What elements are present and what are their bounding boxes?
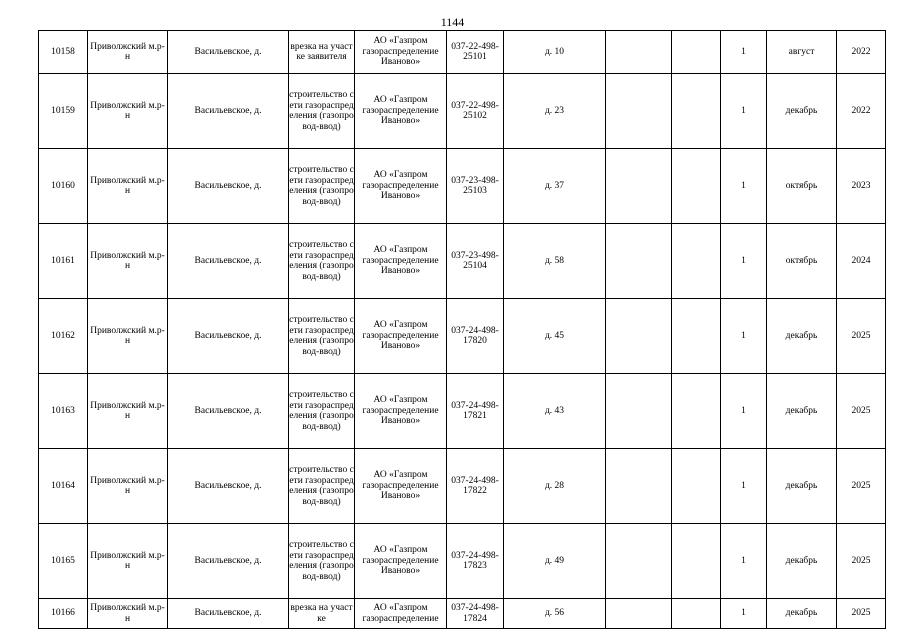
row-id: 10164	[39, 449, 88, 524]
empty-cell	[606, 74, 672, 149]
work-type-cell: строительство сети газораспределения (газопровод-ввод)	[289, 374, 355, 449]
table-row	[39, 149, 886, 224]
locality-cell: Васильевское, д.	[168, 74, 289, 149]
organization-cell: АО «Газпром газораспределение Иваново»	[355, 524, 447, 599]
empty-cell	[672, 449, 721, 524]
year-cell: 2025	[837, 599, 886, 629]
month-cell: декабрь	[767, 299, 837, 374]
empty-cell	[672, 374, 721, 449]
quantity-cell: 1	[721, 374, 767, 449]
work-type-cell: строительство сети газораспределения (газопровод-ввод)	[289, 449, 355, 524]
row-id: 10160	[39, 149, 88, 224]
empty-cell	[606, 524, 672, 599]
table-row	[39, 374, 886, 449]
year-cell: 2025	[837, 449, 886, 524]
organization-cell: АО «Газпром газораспределение Иваново»	[355, 299, 447, 374]
district-cell: Приволжский м.р-н	[88, 31, 168, 74]
locality-cell: Васильевское, д.	[168, 449, 289, 524]
year-cell: 2022	[837, 31, 886, 74]
work-type-cell: строительство сети газораспределения (газопровод-ввод)	[289, 224, 355, 299]
organization-cell: АО «Газпром газораспределение Иваново»	[355, 149, 447, 224]
table-row	[39, 449, 886, 524]
row-id: 10166	[39, 599, 88, 629]
work-type-cell: строительство сети газораспределения (газопровод-ввод)	[289, 299, 355, 374]
table-row	[39, 224, 886, 299]
district-cell: Приволжский м.р-н	[88, 524, 168, 599]
district-cell: Приволжский м.р-н	[88, 599, 168, 629]
quantity-cell: 1	[721, 31, 767, 74]
work-type-cell: строительство сети газораспределения (газопровод-ввод)	[289, 149, 355, 224]
quantity-cell: 1	[721, 224, 767, 299]
empty-cell	[672, 224, 721, 299]
locality-cell: Васильевское, д.	[168, 149, 289, 224]
empty-cell	[606, 449, 672, 524]
district-cell: Приволжский м.р-н	[88, 449, 168, 524]
locality-cell: Васильевское, д.	[168, 299, 289, 374]
empty-cell	[672, 31, 721, 74]
month-cell: декабрь	[767, 449, 837, 524]
row-id: 10163	[39, 374, 88, 449]
organization-cell: АО «Газпром газораспределение Иваново»	[355, 449, 447, 524]
work-type-cell: врезка на участке	[289, 599, 355, 629]
month-cell: октябрь	[767, 149, 837, 224]
organization-cell: АО «Газпром газораспределение	[355, 599, 447, 629]
table-row	[39, 599, 886, 629]
month-cell: декабрь	[767, 599, 837, 629]
quantity-cell: 1	[721, 74, 767, 149]
row-id: 10158	[39, 31, 88, 74]
gas-connection-table	[38, 30, 886, 629]
empty-cell	[606, 224, 672, 299]
house-number-cell: д. 43	[504, 374, 606, 449]
empty-cell	[672, 599, 721, 629]
quantity-cell: 1	[721, 449, 767, 524]
page-number: 1144	[440, 15, 465, 29]
empty-cell	[672, 74, 721, 149]
district-cell: Приволжский м.р-н	[88, 374, 168, 449]
table-row	[39, 524, 886, 599]
work-type-cell: строительство сети газораспределения (газопровод-ввод)	[289, 524, 355, 599]
code-cell: 037-22-498-25102	[447, 74, 504, 149]
locality-cell: Васильевское, д.	[168, 374, 289, 449]
row-id: 10159	[39, 74, 88, 149]
organization-cell: АО «Газпром газораспределение Иваново»	[355, 374, 447, 449]
organization-cell: АО «Газпром газораспределение Иваново»	[355, 74, 447, 149]
house-number-cell: д. 10	[504, 31, 606, 74]
work-type-cell: врезка на участке заявителя	[289, 31, 355, 74]
house-number-cell: д. 45	[504, 299, 606, 374]
locality-cell: Васильевское, д.	[168, 599, 289, 629]
year-cell: 2025	[837, 524, 886, 599]
empty-cell	[606, 31, 672, 74]
district-cell: Приволжский м.р-н	[88, 224, 168, 299]
row-id: 10162	[39, 299, 88, 374]
code-cell: 037-22-498-25101	[447, 31, 504, 74]
code-cell: 037-23-498-25104	[447, 224, 504, 299]
empty-cell	[606, 299, 672, 374]
empty-cell	[672, 524, 721, 599]
empty-cell	[606, 599, 672, 629]
work-type-cell: строительство сети газораспределения (газопровод-ввод)	[289, 74, 355, 149]
code-cell: 037-24-498-17824	[447, 599, 504, 629]
row-id: 10161	[39, 224, 88, 299]
house-number-cell: д. 56	[504, 599, 606, 629]
house-number-cell: д. 28	[504, 449, 606, 524]
district-cell: Приволжский м.р-н	[88, 149, 168, 224]
empty-cell	[606, 374, 672, 449]
month-cell: декабрь	[767, 524, 837, 599]
quantity-cell: 1	[721, 599, 767, 629]
empty-cell	[672, 299, 721, 374]
district-cell: Приволжский м.р-н	[88, 74, 168, 149]
empty-cell	[672, 149, 721, 224]
table-row	[39, 74, 886, 149]
row-id: 10165	[39, 524, 88, 599]
quantity-cell: 1	[721, 299, 767, 374]
organization-cell: АО «Газпром газораспределение Иваново»	[355, 224, 447, 299]
year-cell: 2024	[837, 224, 886, 299]
house-number-cell: д. 23	[504, 74, 606, 149]
house-number-cell: д. 58	[504, 224, 606, 299]
code-cell: 037-23-498-25103	[447, 149, 504, 224]
quantity-cell: 1	[721, 524, 767, 599]
year-cell: 2023	[837, 149, 886, 224]
empty-cell	[606, 149, 672, 224]
organization-cell: АО «Газпром газораспределение Иваново»	[355, 31, 447, 74]
code-cell: 037-24-498-17822	[447, 449, 504, 524]
locality-cell: Васильевское, д.	[168, 31, 289, 74]
code-cell: 037-24-498-17820	[447, 299, 504, 374]
quantity-cell: 1	[721, 149, 767, 224]
locality-cell: Васильевское, д.	[168, 524, 289, 599]
table-row	[39, 299, 886, 374]
month-cell: декабрь	[767, 374, 837, 449]
month-cell: октябрь	[767, 224, 837, 299]
house-number-cell: д. 37	[504, 149, 606, 224]
year-cell: 2025	[837, 374, 886, 449]
code-cell: 037-24-498-17821	[447, 374, 504, 449]
year-cell: 2025	[837, 299, 886, 374]
month-cell: август	[767, 31, 837, 74]
year-cell: 2022	[837, 74, 886, 149]
house-number-cell: д. 49	[504, 524, 606, 599]
code-cell: 037-24-498-17823	[447, 524, 504, 599]
table-row	[39, 31, 886, 74]
district-cell: Приволжский м.р-н	[88, 299, 168, 374]
month-cell: декабрь	[767, 74, 837, 149]
locality-cell: Васильевское, д.	[168, 224, 289, 299]
